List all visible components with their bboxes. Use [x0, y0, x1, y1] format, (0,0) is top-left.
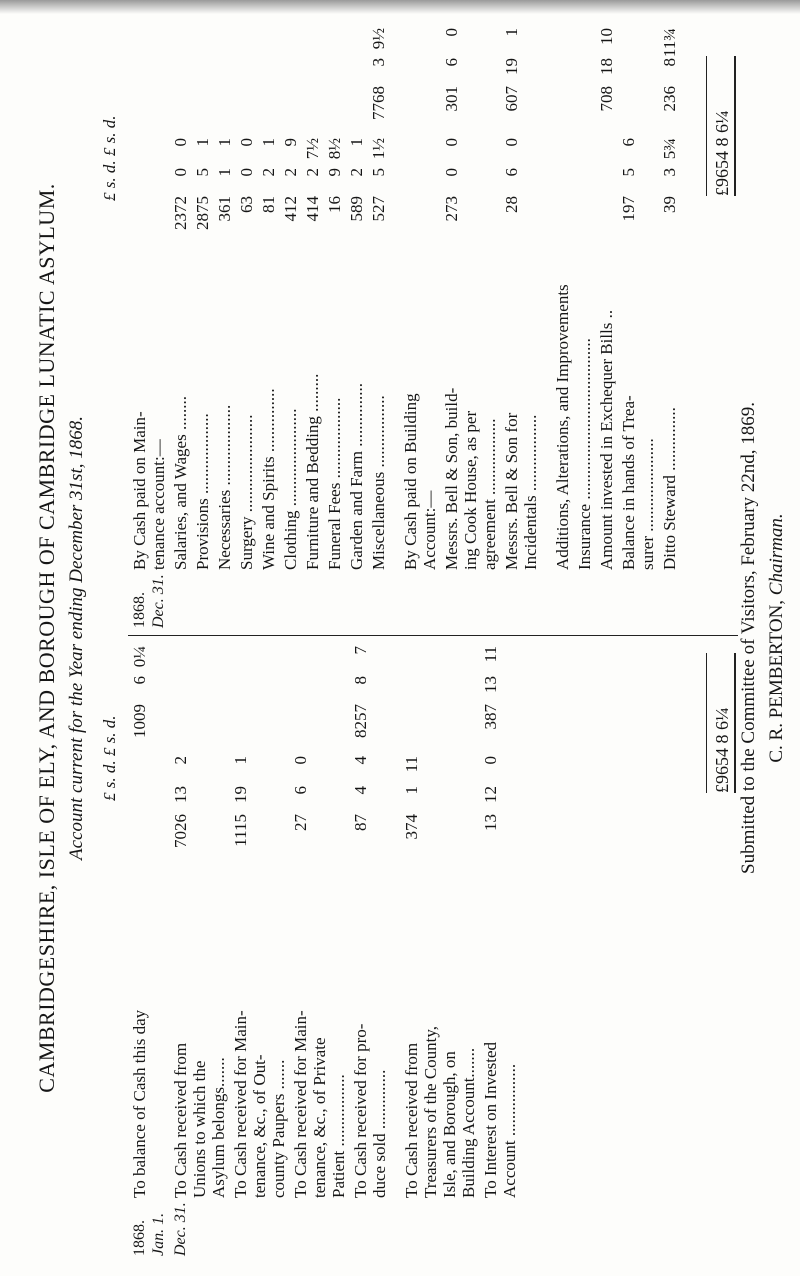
entry-label: To Cash received for pro- duce sold ..............: [351, 1023, 389, 1198]
outer-pounds: [231, 704, 250, 756]
entry-label: Salaries, and Wages ........: [171, 396, 190, 570]
receipts-column-heading: £ s. d. £ s. d.: [100, 715, 119, 801]
outer-pounds: 7768: [369, 86, 388, 120]
inner-pounds: 27: [291, 814, 310, 831]
receipts-row: [351, 646, 389, 1256]
inner-pence: 1: [231, 756, 250, 765]
entry-amounts: [291, 646, 310, 866]
entry-label: Wine and Spirits ...............: [259, 388, 278, 570]
entry-label: Garden and Farm ...............: [347, 383, 366, 570]
outer-shillings: 6: [442, 58, 461, 67]
entry-amounts: [597, 28, 616, 248]
inner-shillings: 5: [193, 168, 212, 177]
center-divider: [128, 635, 738, 636]
section-gap: [392, 646, 402, 1256]
outer-shillings: [281, 58, 300, 86]
receipts-row: [402, 646, 478, 1256]
entry-label: Furniture and Bedding .........: [303, 373, 322, 570]
outer-pence: [193, 28, 212, 58]
outer-pounds: [402, 704, 421, 756]
outer-pence: [281, 28, 300, 58]
outer-pence: [619, 28, 638, 58]
outer-pounds: 607: [502, 86, 521, 112]
entry-label: Miscellaneous .................: [369, 395, 388, 570]
inner-shillings: 2: [347, 168, 366, 177]
entry-label: By Cash paid on Main- tenance account:—: [130, 411, 168, 570]
outer-shillings: [171, 676, 190, 704]
outer-shillings: [347, 58, 366, 86]
outer-shillings: [171, 58, 190, 86]
inner-shillings: 2: [281, 168, 300, 177]
inner-pounds: 361: [215, 196, 234, 222]
inner-pence: 1½: [369, 138, 388, 160]
payments-total-double-rule: [734, 56, 736, 196]
outer-shillings: [237, 58, 256, 86]
payments-section: [130, 28, 682, 628]
outer-pounds: [259, 86, 278, 138]
inner-pounds: 197: [619, 196, 638, 222]
entry-label: Additions, Alterations, and Improvements: [553, 284, 572, 570]
payments-row: [303, 28, 322, 628]
outer-pence: 0¼: [130, 646, 149, 668]
submission-note: Submitted to the Committee of Visitors, February 22nd, 1869.: [738, 402, 759, 874]
outer-shillings: [215, 58, 234, 86]
outer-pence: [347, 28, 366, 58]
inner-pounds: 81: [259, 196, 278, 213]
signature-title: Chairman.: [766, 513, 787, 596]
outer-pence: [291, 646, 310, 676]
entry-day: Jan. 1.: [150, 1212, 167, 1256]
outer-pence: 11: [481, 646, 500, 663]
entry-label: Surgery .......................: [237, 414, 256, 570]
entry-date: [130, 1198, 168, 1256]
inner-shillings: 1: [215, 168, 234, 177]
inner-pounds: 2875: [193, 196, 212, 230]
inner-shillings: 1: [402, 786, 421, 795]
receipts-section: [130, 646, 522, 1256]
inner-shillings: 3: [660, 168, 679, 177]
outer-pounds: [347, 86, 366, 138]
payments-row: [215, 28, 234, 628]
entry-amounts: [237, 28, 256, 248]
outer-pounds: 387: [481, 704, 500, 730]
section-gap: [543, 28, 553, 628]
outer-pounds: [193, 86, 212, 138]
payments-row: [193, 28, 212, 628]
inner-shillings: 13: [171, 786, 190, 803]
outer-pence: [325, 28, 344, 58]
payments-row: [442, 28, 499, 628]
inner-pence: 0: [291, 756, 310, 765]
entry-label: To Cash received for Main- tenance, &c., of Out- county Paupers .......: [231, 1010, 288, 1198]
inner-pence: 0: [237, 138, 256, 147]
entry-amounts: [481, 646, 500, 866]
inner-pence: 0: [442, 138, 461, 147]
entry-amounts: [502, 28, 521, 248]
inner-pence: 5¾: [660, 138, 679, 160]
payments-row: [660, 28, 679, 628]
outer-pounds: [619, 86, 638, 138]
entry-label: By Cash paid on Building Account:—: [401, 393, 439, 570]
outer-shillings: [325, 58, 344, 86]
payments-row: [575, 28, 594, 628]
inner-shillings: 5: [369, 168, 388, 177]
payments-row: [259, 28, 278, 628]
inner-pounds: 412: [281, 196, 300, 222]
receipts-row: [231, 646, 288, 1256]
inner-pounds: 39: [660, 196, 679, 213]
inner-pence: [130, 756, 149, 786]
outer-pence: 0: [442, 28, 461, 37]
inner-pence: 2: [171, 756, 190, 765]
receipts-row: [171, 646, 228, 1256]
outer-pounds: [171, 86, 190, 138]
payments-row: [369, 28, 388, 628]
receipts-row: [481, 646, 519, 1256]
outer-pounds: 708: [597, 86, 616, 112]
payments-row: [325, 28, 344, 628]
outer-pence: [171, 646, 190, 676]
entry-year: 1868.: [131, 592, 148, 628]
page-subtitle: Account current for the Year ending December 31st, 1868.: [66, 416, 87, 860]
entry-label: Ditto Steward ...............: [660, 407, 679, 570]
inner-pence: 7½: [303, 138, 322, 160]
entry-amounts: [259, 28, 278, 248]
inner-shillings: 5: [619, 168, 638, 177]
payments-row: [347, 28, 366, 628]
inner-pence: 1: [347, 138, 366, 147]
entry-amounts: [130, 646, 149, 866]
outer-pence: [215, 28, 234, 58]
inner-pounds: [130, 814, 149, 866]
entry-day: Dec. 31.: [150, 574, 167, 628]
entry-label: Provisions ...................: [193, 413, 212, 570]
outer-pence: [171, 28, 190, 58]
outer-shillings: 3: [369, 58, 388, 67]
payments-total: £9654 8 6¼: [712, 110, 732, 196]
inner-shillings: [597, 168, 616, 196]
outer-pounds: [237, 86, 256, 138]
entry-label: To balance of Cash this day: [130, 1009, 149, 1198]
payments-row: [130, 28, 168, 628]
inner-shillings: 12: [481, 786, 500, 803]
outer-shillings: 8: [351, 676, 370, 685]
outer-pence: [259, 28, 278, 58]
inner-pounds: 1115: [231, 814, 250, 847]
outer-pence: [303, 28, 322, 58]
outer-pounds: 1009: [130, 704, 149, 738]
entry-amounts: [215, 28, 234, 248]
inner-pounds: 273: [442, 196, 461, 222]
entry-label: To Interest on Invested Account .................: [481, 1041, 519, 1198]
inner-pounds: 16: [325, 196, 344, 213]
outer-shillings: [259, 58, 278, 86]
payments-row: [281, 28, 300, 628]
outer-shillings: 6: [130, 676, 149, 685]
receipts-row: [291, 646, 348, 1256]
payments-column-heading: £ s. d. £ s. d.: [100, 115, 119, 201]
inner-shillings: 2: [259, 168, 278, 177]
outer-pence: 11¾: [660, 28, 679, 58]
inner-pence: 0: [502, 138, 521, 147]
payments-row: [553, 28, 572, 628]
entry-date: [130, 570, 168, 628]
inner-shillings: 6: [291, 786, 310, 795]
outer-pounds: [325, 86, 344, 138]
inner-shillings: 0: [171, 168, 190, 177]
entry-amounts: [171, 28, 190, 248]
page-title: CAMBRIDGESHIRE, ISLE OF ELY, AND BOROUGH OF CAMBRIDGE LUNATIC ASYLUM.: [34, 183, 59, 1093]
entry-amounts: [442, 28, 461, 248]
entry-amounts: [325, 28, 344, 248]
outer-shillings: [619, 58, 638, 86]
payments-row: [597, 28, 616, 628]
chairman-signature: [766, 0, 788, 1276]
outer-shillings: 18: [597, 58, 616, 75]
outer-pounds: 236: [660, 86, 679, 112]
entry-label: Amount invested in Exchequer Bills ..: [597, 309, 616, 570]
entry-amounts: [369, 28, 388, 248]
inner-shillings: 6: [502, 168, 521, 177]
entry-label: Messrs. Bell & Son for Incidentals ..................: [502, 412, 540, 570]
inner-pence: 1: [193, 138, 212, 147]
inner-pounds: 374: [402, 814, 421, 840]
inner-shillings: 0: [237, 168, 256, 177]
entry-year: 1868.: [131, 1220, 148, 1256]
inner-pence: 0: [171, 138, 190, 147]
outer-pounds: 301: [442, 86, 461, 112]
entry-label: Clothing .......................: [281, 408, 300, 570]
outer-pence: 10: [597, 28, 616, 45]
entry-amounts: [619, 28, 638, 248]
signature-name: C. R. PEMBERTON,: [766, 599, 787, 763]
entry-amounts: [193, 28, 212, 248]
inner-pounds: 13: [481, 814, 500, 831]
inner-pence: 9: [281, 138, 300, 147]
outer-pounds: [215, 86, 234, 138]
inner-shillings: 2: [303, 168, 322, 177]
inner-pounds: 28: [502, 196, 521, 213]
inner-pence: 6: [619, 138, 638, 147]
inner-pounds: 527: [369, 196, 388, 222]
entry-amounts: [231, 646, 250, 866]
inner-pence: 4: [351, 756, 370, 765]
outer-shillings: 19: [502, 58, 521, 75]
entry-amounts: [347, 28, 366, 248]
entry-amounts: [351, 646, 370, 866]
outer-shillings: [402, 676, 421, 704]
inner-pence: 11: [402, 756, 421, 773]
outer-shillings: 13: [481, 676, 500, 693]
outer-pence: [237, 28, 256, 58]
entry-label: Necessaries ...................: [215, 404, 234, 570]
inner-shillings: [130, 786, 149, 814]
payments-total-rule: [706, 56, 707, 196]
outer-pence: [231, 646, 250, 676]
entry-label: Messrs. Bell & Son, build- ing Cook House, as per agreement ..................: [442, 387, 499, 570]
outer-pence: 9½: [369, 28, 388, 50]
inner-pounds: 7026: [171, 814, 190, 848]
inner-pence: [597, 138, 616, 168]
inner-shillings: 4: [351, 786, 370, 795]
page-gutter: [0, 0, 800, 14]
entry-amounts: [402, 646, 421, 866]
outer-shillings: [193, 58, 212, 86]
inner-pounds: [597, 196, 616, 248]
payments-row: [171, 28, 190, 628]
payments-row: [401, 28, 439, 628]
entry-label: To Cash received from Treasurers of the County, Isle, and Borough, on Building Account.......: [402, 1025, 478, 1198]
entry-amounts: [660, 28, 679, 248]
entry-label: Balance in hands of Trea- surer ......................: [619, 395, 657, 570]
inner-pence: 1: [215, 138, 234, 147]
inner-shillings: 0: [442, 168, 461, 177]
receipts-total-double-rule: [734, 653, 736, 793]
outer-pence: 7: [351, 646, 370, 655]
receipts-row: [130, 646, 168, 1256]
outer-shillings: [231, 676, 250, 704]
entry-label: To Cash received for Main- tenance, &c., of Private Patient .................: [291, 1010, 348, 1198]
inner-pence: 1: [259, 138, 278, 147]
outer-shillings: 8: [660, 58, 679, 67]
inner-pounds: 2372: [171, 196, 190, 230]
inner-pounds: 589: [347, 196, 366, 222]
outer-pounds: [171, 704, 190, 756]
entry-label: To Cash received from Unions to which the Asylum belongs.......: [171, 1042, 228, 1198]
inner-pounds: 63: [237, 196, 256, 213]
entry-amounts: [171, 646, 190, 866]
outer-pence: 1: [502, 28, 521, 37]
outer-pounds: [291, 704, 310, 756]
outer-pounds: [281, 86, 300, 138]
section-gap: [391, 28, 401, 628]
outer-shillings: [291, 676, 310, 704]
entry-day: Dec. 31.: [172, 1202, 189, 1256]
inner-pounds: 414: [303, 196, 322, 222]
inner-shillings: 19: [231, 786, 250, 803]
outer-pence: [402, 646, 421, 676]
outer-pounds: 8257: [351, 704, 370, 738]
payments-row: [237, 28, 256, 628]
entry-label: Funeral Fees ...................: [325, 397, 344, 570]
inner-shillings: 9: [325, 168, 344, 177]
receipts-total: £9654 8 6¼: [712, 707, 732, 793]
outer-pounds: [303, 86, 322, 138]
payments-row: [502, 28, 540, 628]
entry-amounts: [281, 28, 300, 248]
entry-label: Insurance ......................................: [575, 338, 594, 570]
payments-row: [619, 28, 657, 628]
inner-pence: 8½: [325, 138, 344, 160]
entry-amounts: [303, 28, 322, 248]
inner-pence: 0: [481, 756, 500, 765]
outer-shillings: [303, 58, 322, 86]
receipts-total-rule: [706, 653, 707, 793]
entry-date: [171, 1198, 190, 1256]
inner-pounds: 87: [351, 814, 370, 831]
